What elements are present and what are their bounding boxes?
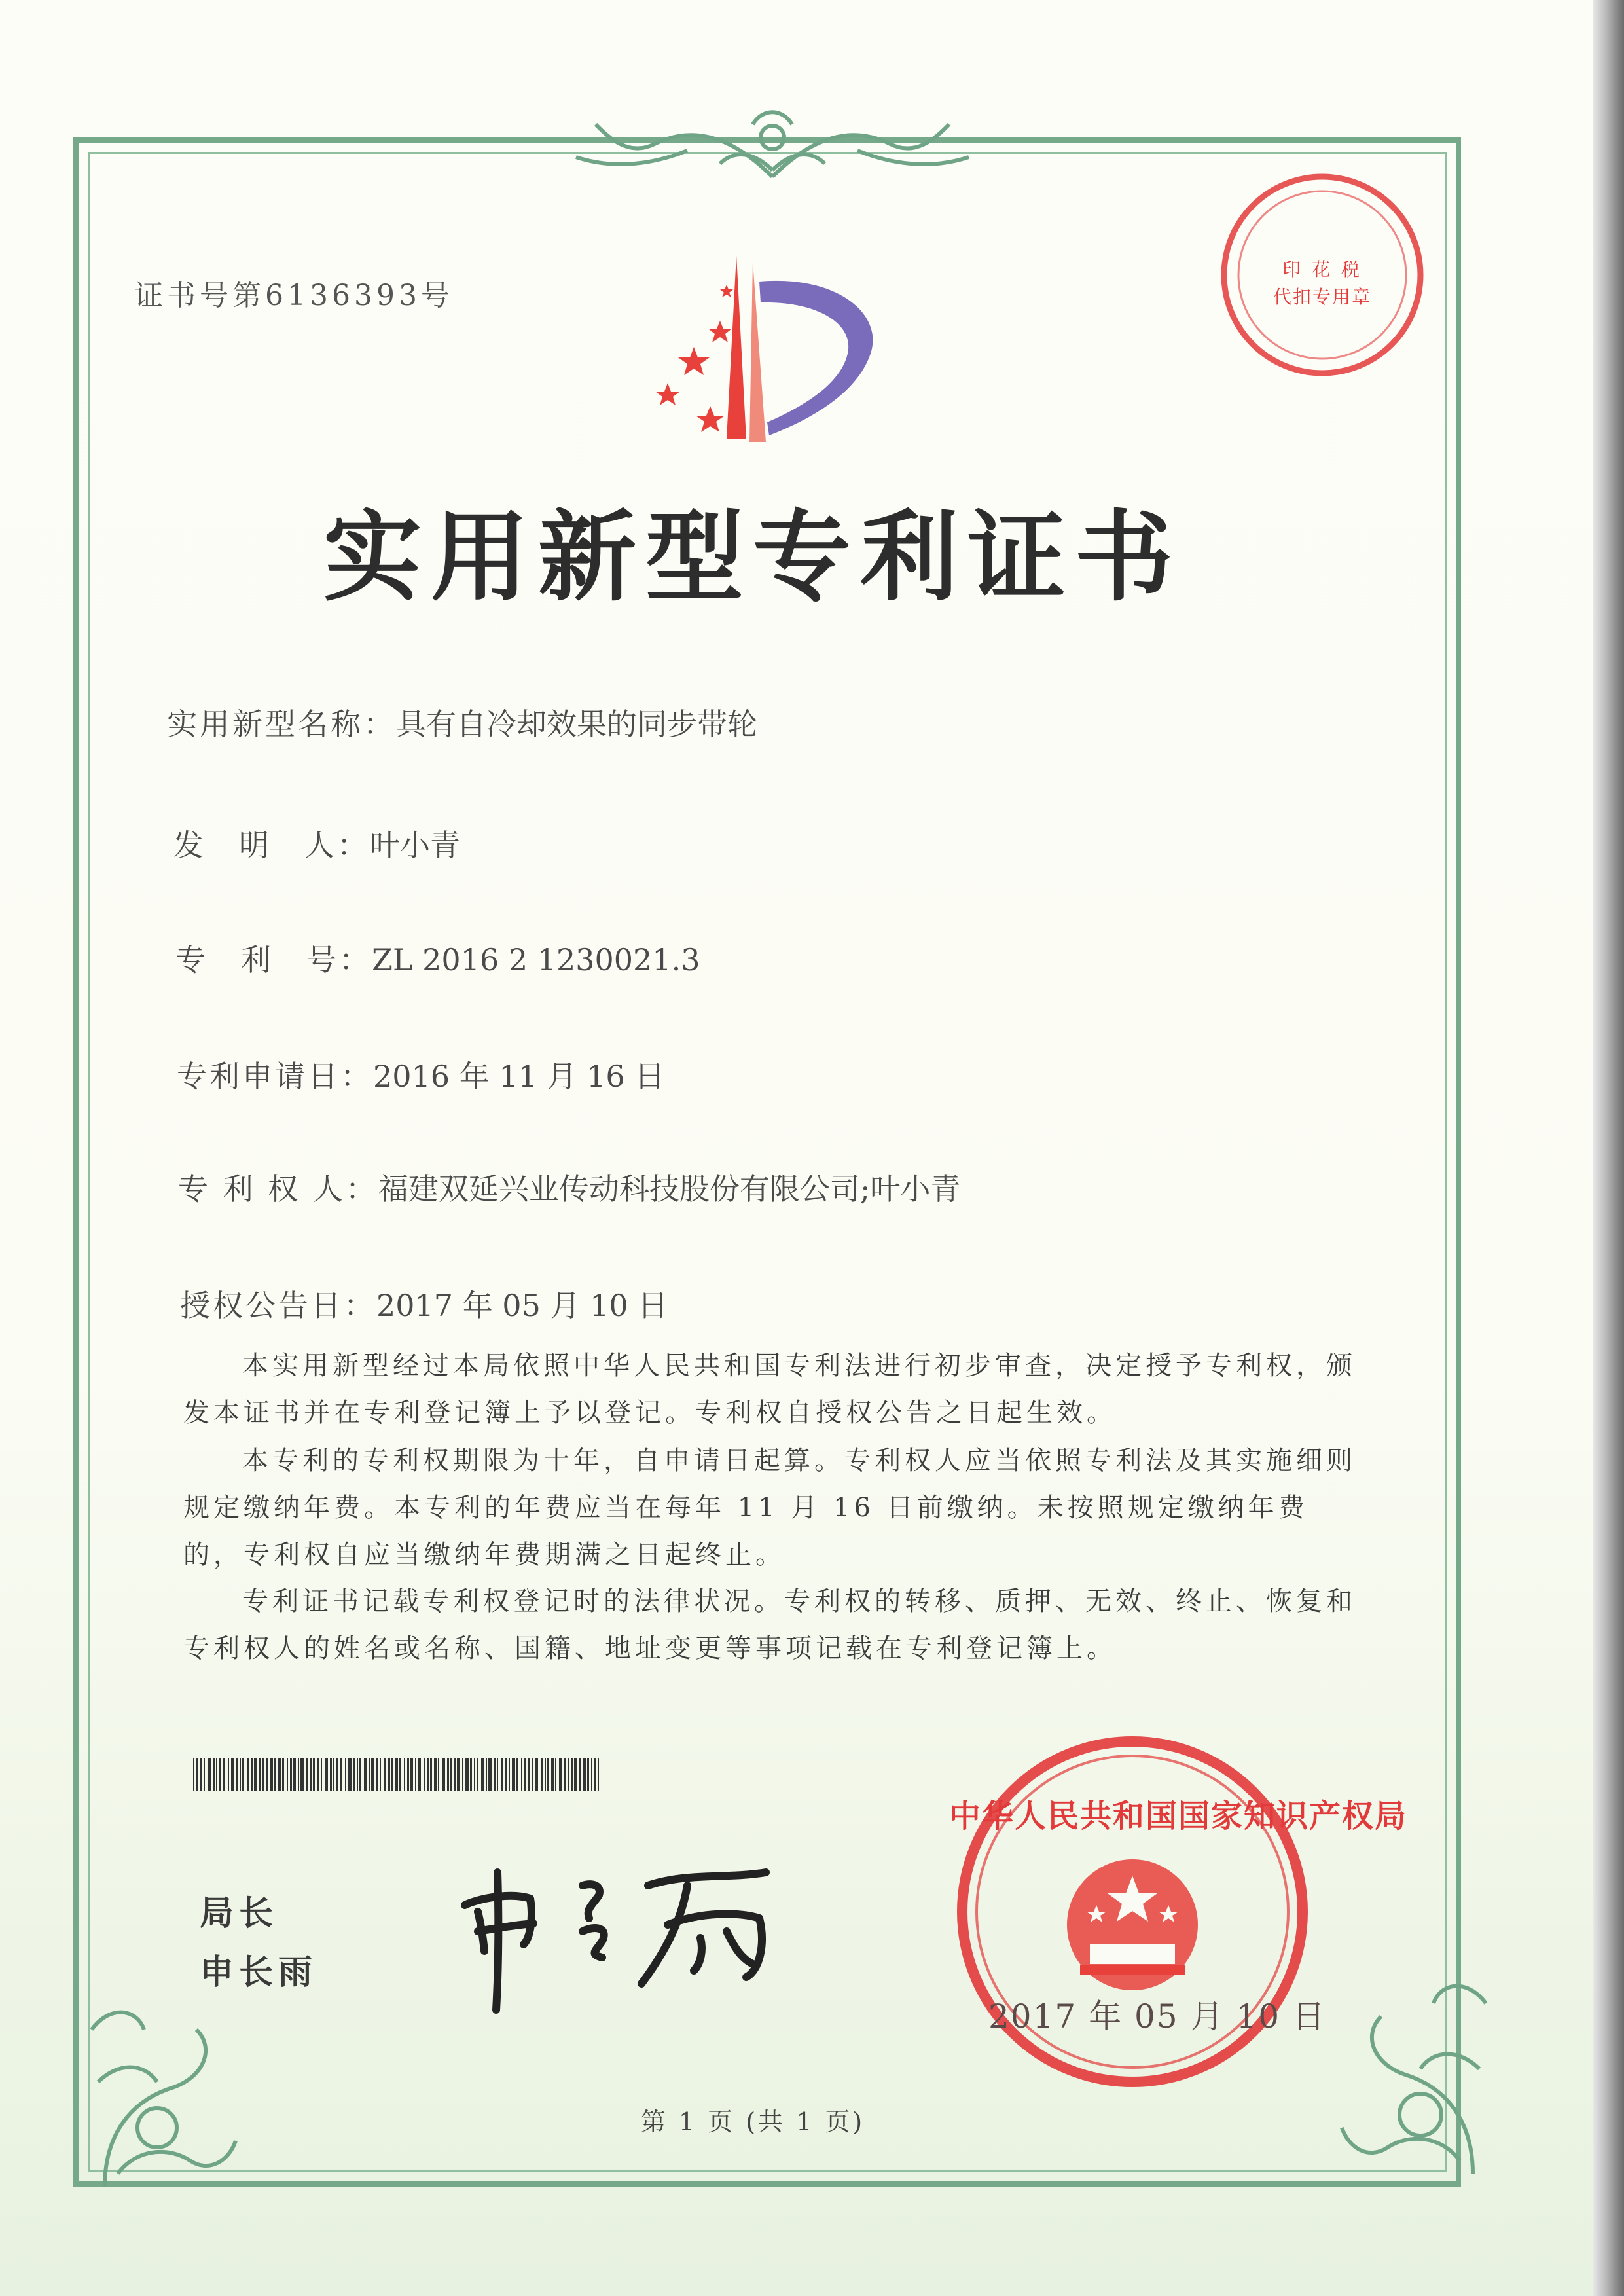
tax-stamp-seal (1218, 170, 1427, 380)
cnipa-seal-ring-text: 中华人民共和国国家知识产权局 (949, 1798, 1408, 1834)
field-value: ZL 2016 2 1230021.3 (372, 942, 700, 977)
bottom-right-ornament (1329, 1912, 1499, 2187)
field-inventor (173, 822, 460, 865)
field-label: 授权公告日： (180, 1288, 376, 1323)
director-title: 局长 (200, 1893, 279, 1933)
field-value: 2016 年 11 月 16 日 (373, 1059, 665, 1094)
field-label: 实用新型名称： (167, 706, 396, 742)
field-label: 专 利 号： (175, 942, 372, 977)
director-name: 申长雨 (200, 1952, 318, 1992)
tax-stamp-center-line1: 印 花 税 (1282, 259, 1362, 280)
field-label: 专 利 权 人： (178, 1171, 378, 1207)
field-utility-model-name (167, 701, 757, 744)
patent-office-logo-icon (655, 255, 903, 452)
scan-edge (1593, 0, 1624, 2296)
seal-date: 2017 年 05 月 10 日 (988, 1997, 1326, 2035)
body-paragraph-2: 本专利的专利权期限为十年，自申请日起算。专利权人应当依照专利法及其实施细则规定缴纳年费。本专利的年费应当在每年 11 月 16 日前缴纳。未按照规定缴纳年费的，专利权自应当缴纳年费期满之日起终止。 (183, 1446, 1356, 1570)
field-value: 2017 年 05 月 10 日 (376, 1288, 668, 1323)
field-application-date (177, 1053, 664, 1096)
certificate-number: 证书号第6136393号 (134, 279, 454, 312)
field-patent-number (175, 936, 700, 979)
tax-stamp-center-line2: 代扣专用章 (1272, 286, 1371, 308)
barcode (193, 1758, 599, 1791)
cnipa-official-seal (949, 1728, 1408, 2095)
body-paragraph-3: 专利证书记载专利权登记时的法律状况。专利权的转移、质押、无效、终止、恢复和专利权人的姓名或名称、国籍、地址变更等事项记载在专利登记簿上。 (183, 1586, 1356, 1664)
certificate-title: 实用新型专利证书 (323, 500, 1182, 615)
field-label: 专利申请日： (177, 1059, 373, 1094)
field-value: 福建双延兴业传动科技股份有限公司;叶小青 (378, 1171, 961, 1207)
field-patentee (178, 1165, 960, 1209)
top-ornament (537, 98, 1008, 190)
page-number: 第 1 页 (共 1 页) (640, 2107, 865, 2136)
field-label: 发 明 人： (173, 828, 370, 863)
body-paragraph-1: 本实用新型经过本局依照中华人民共和国专利法进行初步审查，决定授予专利权，颁发本证书并在专利登记簿上予以登记。专利权自授权公告之日起生效。 (183, 1351, 1356, 1428)
director-signature (452, 1846, 805, 2016)
field-value: 叶小青 (370, 828, 460, 863)
field-grant-date (180, 1282, 668, 1325)
field-value: 具有自冷却效果的同步带轮 (396, 706, 757, 742)
